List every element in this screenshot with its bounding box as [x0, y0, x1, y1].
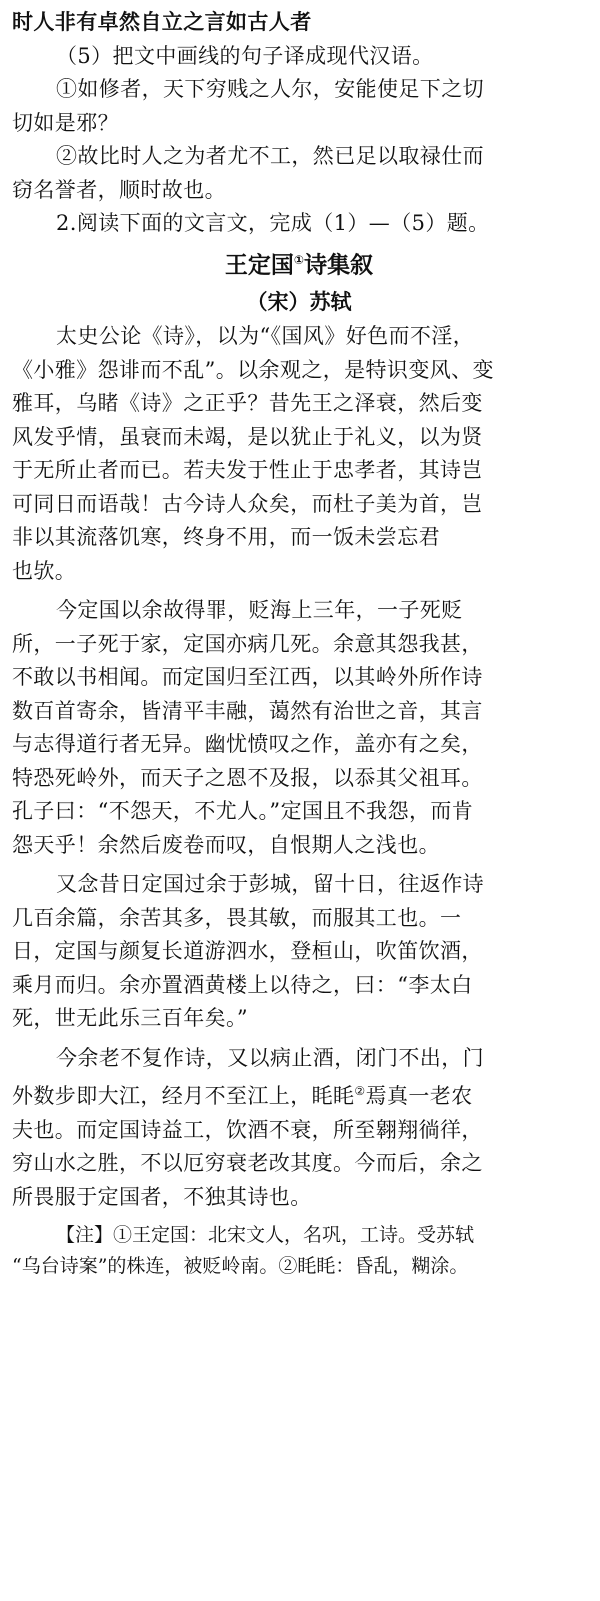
paragraph-line: 《小雅》怨诽而不乱”。以余观之，是特识变风、变 — [12, 357, 494, 382]
paragraph-line: 怨天乎！余然后废卷而叹，自恨期人之浅也。 — [12, 832, 440, 857]
footnote-line-1: 【注】①王定国：北宋文人，名巩，工诗。受苏轼 — [56, 1224, 475, 1247]
question-2-prompt: 2.阅读下面的文言文，完成（1）—（5）题。 — [56, 211, 490, 235]
paragraph-line: 所畏服于定国者，不独其诗也。 — [12, 1184, 312, 1209]
paragraph-line: 日，定国与颜复长道游泗水，登桓山，吹笛饮酒， — [12, 939, 483, 964]
question-5-sentence-1-line-2: 切如是邪？ — [12, 110, 119, 135]
paragraph-line: 特恐死岭外，而天子之恩不及报，以忝其父祖耳。 — [12, 765, 483, 790]
paragraph-line: 雅耳，乌睹《诗》之正乎？昔先王之泽衰，然后变 — [12, 391, 483, 416]
footnote-marker-2: ② — [354, 1084, 366, 1099]
paragraph-line: 今定国以余故得罪，贬海上三年，一子死贬 — [56, 598, 463, 623]
article-title-end: 诗集叙 — [304, 252, 374, 279]
paragraph-line: 孔子曰：“不怨天，不尤人。”定国且不我怨，而肯 — [12, 799, 474, 824]
paragraph-line: 与志得道行者无异。幽忧愤叹之作，盖亦有之矣， — [12, 732, 483, 757]
footnote-marker-1: ① — [293, 252, 305, 267]
article-title — [12, 241, 586, 285]
article-author: （宋）苏轼 — [246, 290, 352, 315]
paragraph-2 — [12, 594, 586, 862]
paragraph-line: 死，世无此乐三百年矣。” — [12, 1006, 249, 1031]
paragraph-line: 乘月而归。余亦置酒黄楼上以待之，曰：“李太白 — [12, 972, 473, 997]
paragraph-line: 风发乎情，虽衰而未竭，是以犹止于礼义，以为贤 — [12, 424, 483, 449]
paragraph-1 — [12, 320, 586, 588]
question-5-sentence-2-line-1: ②故比时人之为者尤不工，然已足以取禄仕而 — [56, 144, 484, 168]
question-5-sentence-2-line-2: 窃名誉者，顺时故也。 — [12, 177, 226, 202]
question-5-prompt: （5）把文中画线的句子译成现代汉语。 — [56, 43, 434, 68]
article-title-main: 王定国 — [224, 252, 294, 279]
paragraph-line: 可同日而语哉！古今诗人众矣，而杜子美为首，岂 — [12, 491, 483, 516]
paragraph-line-end: 焉真一老农 — [365, 1084, 473, 1109]
paragraph-line: 夫也。而定国诗益工，饮酒不衰，所至翱翔徜徉， — [12, 1117, 483, 1142]
paragraph-line: 数百首寄余，皆清平丰融，蔼然有治世之音，其言 — [12, 698, 483, 723]
paragraph-line: 于无所止者而已。若夫发于性止于忠孝者，其诗岂 — [12, 458, 483, 483]
paragraph-line: 非以其流落饥寒，终身不用，而一饭未尝忘君 — [12, 525, 440, 550]
paragraph-line: 不敢以书相闻。而定国归至江西，以其岭外所作诗 — [12, 665, 483, 690]
paragraph-line: 今余老不复作诗，又以病止酒，闭门不出，门 — [56, 1045, 484, 1070]
paragraph-line: 穷山水之胜，不以厄穷衰老改其度。今而后，余之 — [12, 1151, 483, 1176]
paragraph-3 — [12, 868, 586, 1036]
paragraph-line: 又念昔日定国过余于彭城，留十日，往返作诗 — [56, 872, 484, 897]
previous-passage-tail: 时人非有卓然自立之言如古人者 — [12, 10, 312, 34]
paragraph-line: 也欤。 — [12, 558, 77, 583]
paragraph-line: 几百余篇，余苦其多，畏其敏，而服其工也。一 — [12, 905, 462, 930]
paragraph-4 — [12, 1042, 586, 1215]
paragraph-line: 太史公论《诗》，以为“《国风》好色而不淫， — [56, 324, 475, 349]
footnote-line-2: “乌台诗案”的株连，被贬岭南。②眊眊：昏乱，糊涂。 — [12, 1255, 469, 1278]
footnotes — [12, 1220, 586, 1282]
paragraph-line: 所，一子死于家，定国亦病几死。余意其怨我甚， — [12, 631, 483, 656]
question-5-sentence-1-line-1: ①如修者，天下穷贱之人尔，安能使足下之切 — [56, 77, 484, 101]
paragraph-line-start: 外数步即大江，经月不至江上，眊眊 — [12, 1084, 355, 1109]
paragraph-line — [12, 1075, 586, 1114]
